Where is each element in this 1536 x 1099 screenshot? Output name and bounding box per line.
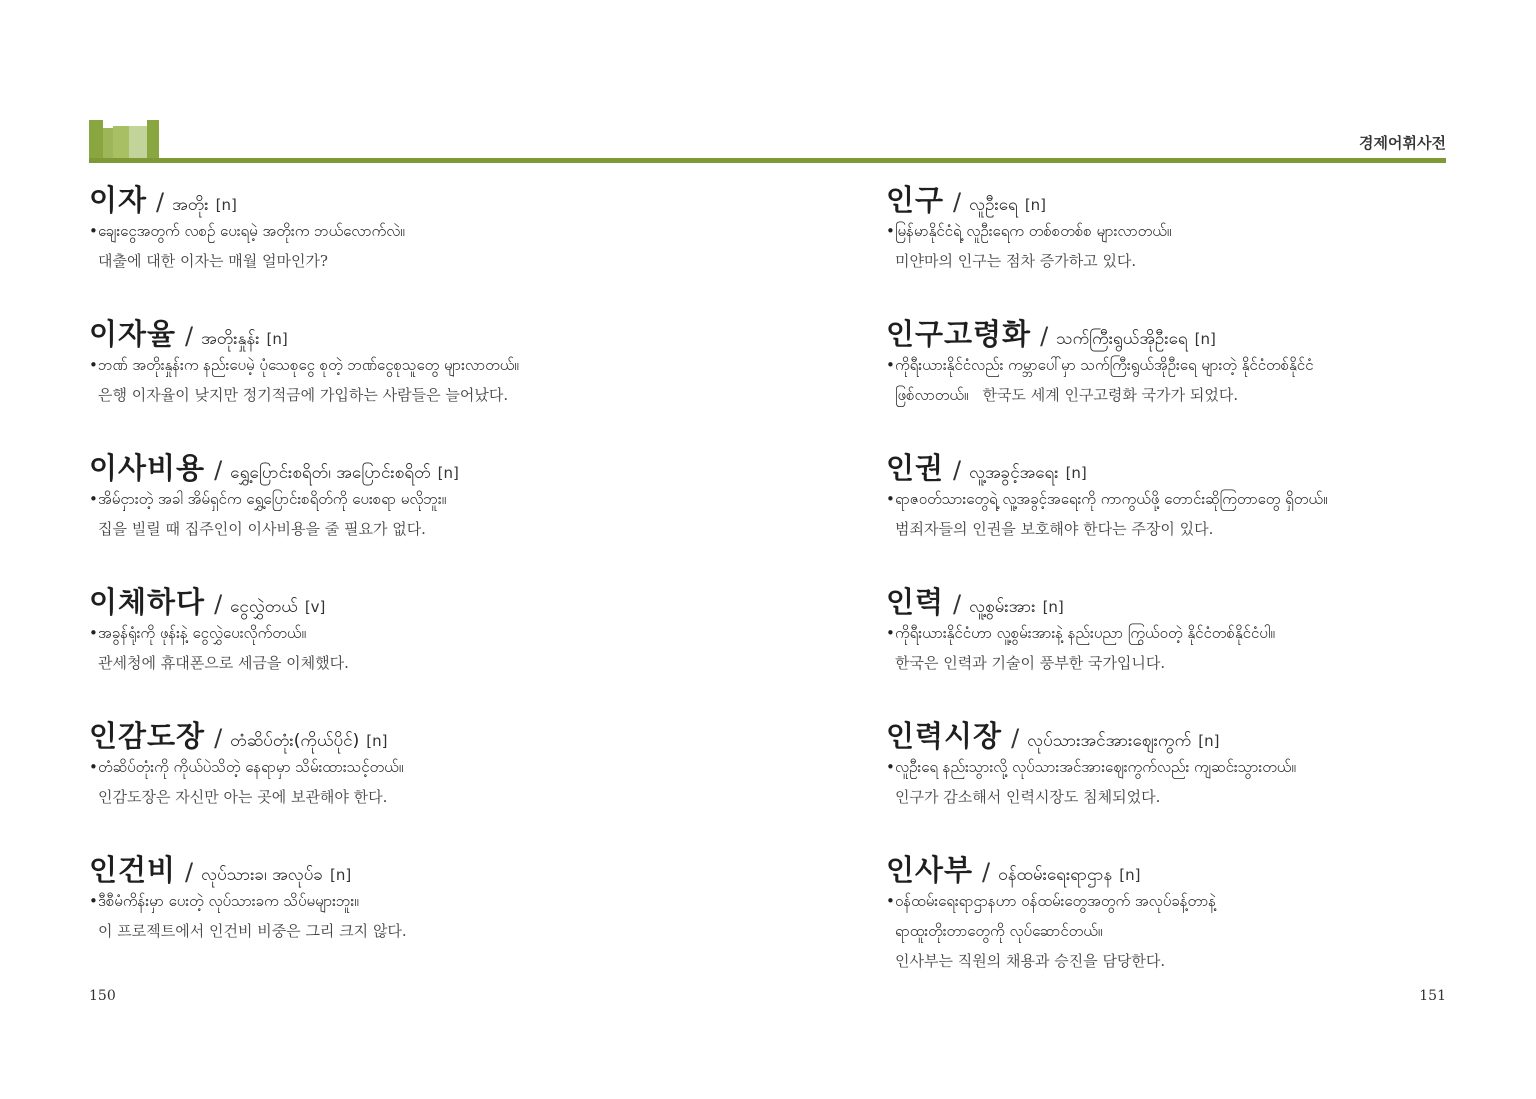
- right-column: [886, 178, 1456, 982]
- example-korean: 이 프로젝트에서 인건비 비중은 그리 크지 않다.: [98, 922, 407, 940]
- example-burmese-continued: ဖြစ်လာတယ်။ 한국도 세계 인구고령화 국가가 되었다.: [895, 386, 1239, 404]
- entry-pos: [n]: [329, 866, 352, 884]
- entry-heading: 이자 / အတိုး [n]: [89, 178, 669, 216]
- page-number-right: 151: [1419, 988, 1446, 1004]
- example-burmese: •ဘဏ် အတိုးနှုန်းက နည်းပေမဲ့ ပုံသေစုငွေ စုတဲ့ ဘဏ်ငွေစုသူတွေ များလာတယ်။: [89, 356, 519, 374]
- dictionary-entry: [886, 312, 1456, 446]
- example-korean: 범죄자들의 인권을 보호해야 한다는 주장이 있다.: [895, 520, 1214, 538]
- example-korean: 한국도 세계 인구고령화 국가가 되었다.: [982, 386, 1239, 404]
- entry-pos: [n]: [1024, 196, 1047, 214]
- dictionary-entry: [89, 580, 669, 714]
- example-burmese: •လူဦးရေ နည်းသွားလို့ လုပ်သားအင်အားဈေးကွက်လည်း ကျဆင်းသွားတယ်။: [886, 758, 1296, 776]
- dictionary-entry: [886, 446, 1456, 580]
- entry-pos: [n]: [215, 196, 237, 214]
- entry-heading: 이사비용 / ရွှေ့ပြောင်းစရိတ်၊ အပြောင်းစရိတ် [n]: [89, 446, 669, 484]
- example-burmese: •ကိုရီးယားနိုင်ငံဟာ လူ့စွမ်းအားနဲ့ နည်းပညာ ကြွယ်ဝတဲ့ နိုင်ငံတစ်နိုင်ငံပါ။: [886, 624, 1275, 642]
- example-korean: 미얀마의 인구는 점차 증가하고 있다.: [895, 252, 1137, 270]
- entry-meaning: လူ့စွမ်းအား: [969, 597, 1036, 617]
- entry-pos: [n]: [1042, 598, 1064, 616]
- example-burmese: •အိမ်ငှားတဲ့ အခါ အိမ်ရှင်က ရွှေ့ပြောင်းစရိတ်ကို ပေးစရာ မလိုဘူး။: [89, 490, 447, 508]
- header-rule: [89, 158, 1446, 163]
- example-korean: 집을 빌릴 때 집주인이 이사비용을 줄 필요가 없다.: [98, 520, 426, 538]
- left-column: [89, 178, 669, 982]
- example-burmese: •ရာဇဝတ်သားတွေရဲ့ လူ့အခွင့်အရေးကို ကာကွယ်ဖို့ တောင်းဆိုကြတာတွေ ရှိတယ်။: [886, 490, 1328, 508]
- example-burmese: •ချေးငွေအတွက် လစဉ် ပေးရမဲ့ အတိုးက ဘယ်လောက်လဲ။: [89, 222, 405, 240]
- entry-meaning: ရွှေ့ပြောင်းစရိတ်၊ အပြောင်းစရိတ်: [230, 463, 431, 483]
- entry-word: 인력시장: [886, 719, 1003, 753]
- entry-heading: 인력 / လူ့စွမ်းအား [n]: [886, 580, 1456, 618]
- entry-pos: [v]: [304, 598, 326, 616]
- dictionary-entry: [886, 580, 1456, 714]
- example-korean: 인사부는 직원의 채용과 승진을 담당한다.: [895, 952, 1166, 970]
- example-korean: 은행 이자율이 낮지만 정기적금에 가입하는 사람들은 늘어났다.: [98, 386, 509, 404]
- entry-meaning: အတိုးနှုန်း: [201, 329, 260, 349]
- entry-meaning: လူ့အခွင့်အရေး: [969, 463, 1059, 483]
- entry-pos: [n]: [1194, 330, 1216, 348]
- example-korean: 대출에 대한 이자는 매월 얼마인가?: [98, 252, 328, 270]
- page-number-left: 150: [89, 988, 116, 1004]
- entry-word: 인구고령화: [886, 317, 1032, 351]
- example-burmese: •ကိုရီးယားနိုင်ငံလည်း ကမ္ဘာပေါ်မှာ သက်ကြီးရွယ်အိုဦးရေ များတဲ့ နိုင်ငံတစ်နိုင်ငံ: [886, 356, 1314, 374]
- entry-heading: 인력시장 / လုပ်သားအင်အားဈေးကွက် [n]: [886, 714, 1456, 752]
- header-logo: [89, 118, 159, 160]
- entry-heading: 이자율 / အတိုးနှုန်း [n]: [89, 312, 669, 350]
- entry-meaning: ငွေလွှဲတယ်: [230, 597, 298, 617]
- entry-meaning: တံဆိပ်တုံး(ကိုယ်ပိုင်): [230, 731, 360, 751]
- entry-meaning: အတိုး: [172, 195, 209, 215]
- entry-heading: 인구 / လူဦးရေ [n]: [886, 178, 1456, 216]
- dictionary-entry: [886, 848, 1456, 982]
- dictionary-entry: [886, 714, 1456, 848]
- example-burmese: •ဝန်ထမ်းရေးရာဌာနဟာ ဝန်ထမ်းတွေအတွက် အလုပ်ခန့်တာနဲ့: [886, 892, 1217, 910]
- entry-word: 인구: [886, 183, 945, 217]
- entry-meaning: ဝန်ထမ်းရေးရာဌာန: [998, 865, 1113, 885]
- entry-heading: 이체하다 / ငွေလွှဲတယ် [v]: [89, 580, 669, 618]
- example-korean: 관세청에 휴대폰으로 세금을 이체했다.: [98, 654, 349, 672]
- entry-word: 이자율: [89, 317, 177, 351]
- entry-heading: 인사부 / ဝန်ထမ်းရေးရာဌာန [n]: [886, 848, 1456, 886]
- example-burmese: •ဒီစီမံကိန်းမှာ ပေးတဲ့ လုပ်သားခက သိပ်မများဘူး။: [89, 892, 359, 910]
- entry-heading: 인건비 / လုပ်သားခ၊ အလုပ်ခ [n]: [89, 848, 669, 886]
- entry-word: 이자: [89, 183, 148, 217]
- entry-word: 이체하다: [89, 585, 206, 619]
- entry-pos: [n]: [1198, 732, 1220, 750]
- entry-word: 인감도장: [89, 719, 206, 753]
- example-korean: 인구가 감소해서 인력시장도 침체되었다.: [895, 788, 1161, 806]
- entry-pos: [n]: [437, 464, 459, 482]
- entry-word: 이사비용: [89, 451, 206, 485]
- example-burmese-continued: ရာထူးတိုးတာတွေကို လုပ်ဆောင်တယ်။: [895, 922, 1103, 940]
- dictionary-entry: [89, 178, 669, 312]
- entry-meaning: လုပ်သားခ၊ အလုပ်ခ: [201, 865, 323, 885]
- dictionary-entry: [89, 714, 669, 848]
- entry-word: 인건비: [89, 853, 177, 887]
- entry-word: 인력: [886, 585, 945, 619]
- dictionary-entry: [89, 848, 669, 982]
- entry-meaning: လုပ်သားအင်အားဈေးကွက်: [1027, 731, 1192, 751]
- entry-meaning: လူဦးရေ: [969, 195, 1018, 215]
- example-burmese: •တံဆိပ်တုံးကို ကိုယ်ပဲသိတဲ့ နေရာမှာ သိမ်းထားသင့်တယ်။: [89, 758, 404, 776]
- entry-word: 인권: [886, 451, 945, 485]
- dictionary-entry: [89, 446, 669, 580]
- entry-pos: [n]: [1065, 464, 1087, 482]
- entry-heading: 인구고령화 / သက်ကြီးရွယ်အိုဦးရေ [n]: [886, 312, 1456, 350]
- book-title: 경제어휘사전: [1359, 134, 1446, 152]
- entry-pos: [n]: [266, 330, 288, 348]
- entry-heading: 인권 / လူ့အခွင့်အရေး [n]: [886, 446, 1456, 484]
- entry-pos: [n]: [1119, 866, 1141, 884]
- entry-word: 인사부: [886, 853, 974, 887]
- entry-meaning: သက်ကြီးရွယ်အိုဦးရေ: [1056, 329, 1188, 349]
- dictionary-entry: [886, 178, 1456, 312]
- example-burmese: •အခွန်ရုံးကို ဖုန်းနဲ့ ငွေလွှဲပေးလိုက်တယ်။: [89, 624, 306, 642]
- example-burmese: •မြန်မာနိုင်ငံရဲ့ လူဦးရေက တစ်စတစ်စ များလာတယ်။: [886, 222, 1172, 240]
- entry-pos: [n]: [366, 732, 388, 750]
- example-korean: 한국은 인력과 기술이 풍부한 국가입니다.: [895, 654, 1166, 672]
- entry-heading: 인감도장 / တံဆိပ်တုံး(ကိုယ်ပိုင်) [n]: [89, 714, 669, 752]
- dictionary-entry: [89, 312, 669, 446]
- example-korean: 인감도장은 자신만 아는 곳에 보관해야 한다.: [98, 788, 388, 806]
